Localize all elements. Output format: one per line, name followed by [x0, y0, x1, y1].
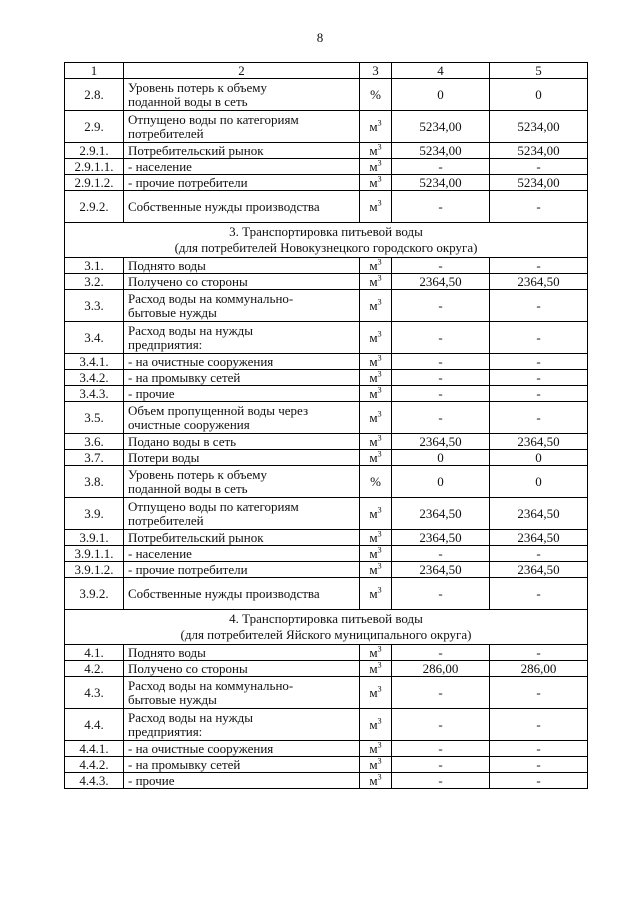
- row-indicator-name: [124, 175, 360, 191]
- row-number: 3.6.: [65, 434, 124, 450]
- indicator-name-line: очистные сооружения: [128, 416, 250, 432]
- row-unit: $м^3$: [360, 191, 392, 223]
- indicator-name-line: - на очистные сооружения: [128, 353, 274, 369]
- row-indicator-name: [124, 258, 360, 274]
- row-value-col-4: -: [392, 402, 490, 434]
- table-header-row: [65, 63, 588, 79]
- row-number: 2.9.1.2.: [65, 175, 124, 191]
- header-col-5: 5: [490, 63, 588, 79]
- row-value-col-4: -: [392, 645, 490, 661]
- indicator-name-line: Поднято воды: [128, 257, 206, 273]
- row-unit: $м^3$: [360, 370, 392, 386]
- row-unit: $м^3$: [360, 450, 392, 466]
- indicator-name-line: - на очистные сооружения: [128, 740, 274, 756]
- row-value-col-4: -: [392, 546, 490, 562]
- row-indicator-name: [124, 741, 360, 757]
- row-value-col-4: -: [392, 709, 490, 741]
- row-unit: %: [360, 466, 392, 498]
- table-row: [65, 386, 588, 402]
- row-value-col-4: 5234,00: [392, 111, 490, 143]
- indicator-name-line: бытовые нужды: [128, 691, 217, 707]
- row-unit: $м^3$: [360, 645, 392, 661]
- row-number: 3.3.: [65, 290, 124, 322]
- row-number: 2.9.1.1.: [65, 159, 124, 175]
- indicator-name-line: Расход воды на коммунально-: [128, 290, 294, 306]
- row-value-col-4: -: [392, 258, 490, 274]
- row-value-col-5: 2364,50: [490, 274, 588, 290]
- row-indicator-name: [124, 402, 360, 434]
- table-row: [65, 578, 588, 610]
- indicator-name-line: Объем пропущенной воды через: [128, 402, 309, 418]
- header-col-2: 2: [124, 63, 360, 79]
- row-value-col-4: -: [392, 386, 490, 402]
- row-unit: $м^3$: [360, 322, 392, 354]
- row-indicator-name: [124, 191, 360, 223]
- row-value-col-5: -: [490, 290, 588, 322]
- indicator-name-line: - прочие: [128, 385, 175, 401]
- row-value-col-5: -: [490, 773, 588, 789]
- row-unit: $м^3$: [360, 111, 392, 143]
- row-indicator-name: [124, 578, 360, 610]
- row-value-col-4: -: [392, 191, 490, 223]
- indicator-name-line: Получено со стороны: [128, 660, 248, 676]
- row-unit: $м^3$: [360, 757, 392, 773]
- row-value-col-4: 286,00: [392, 661, 490, 677]
- table-row: [65, 773, 588, 789]
- row-indicator-name: [124, 498, 360, 530]
- row-unit: $м^3$: [360, 530, 392, 546]
- indicator-name-line: Отпущено воды по категориям: [128, 111, 299, 127]
- row-value-col-5: 286,00: [490, 661, 588, 677]
- row-value-col-5: -: [490, 677, 588, 709]
- header-col-4: 4: [392, 63, 490, 79]
- section-heading-line: (для потребителей Новокузнецкого городского округа): [174, 240, 478, 255]
- row-value-col-4: 0: [392, 79, 490, 111]
- row-value-col-4: 2364,50: [392, 274, 490, 290]
- row-value-col-5: 2364,50: [490, 530, 588, 546]
- row-value-col-4: -: [392, 773, 490, 789]
- row-number: 3.8.: [65, 466, 124, 498]
- indicator-name-line: Поднято воды: [128, 644, 206, 660]
- indicator-name-line: Расход воды на нужды: [128, 709, 253, 725]
- row-unit: $м^3$: [360, 354, 392, 370]
- indicator-name-line: - население: [128, 158, 192, 174]
- table-row: [65, 354, 588, 370]
- row-unit: $м^3$: [360, 175, 392, 191]
- row-number: 2.8.: [65, 79, 124, 111]
- indicator-name-line: поданной воды в сеть: [128, 93, 248, 109]
- row-number: 3.4.3.: [65, 386, 124, 402]
- row-indicator-name: [124, 677, 360, 709]
- row-number: 4.4.: [65, 709, 124, 741]
- row-number: 2.9.: [65, 111, 124, 143]
- section-heading-line: (для потребителей Яйского муниципального округа): [180, 627, 472, 642]
- row-value-col-5: -: [490, 709, 588, 741]
- row-indicator-name: [124, 354, 360, 370]
- row-value-col-4: -: [392, 322, 490, 354]
- row-value-col-4: 5234,00: [392, 143, 490, 159]
- row-value-col-4: -: [392, 578, 490, 610]
- section-heading: [65, 223, 588, 258]
- row-unit: $м^3$: [360, 562, 392, 578]
- row-unit: $м^3$: [360, 159, 392, 175]
- row-value-col-5: -: [490, 645, 588, 661]
- row-value-col-5: 5234,00: [490, 175, 588, 191]
- row-number: 3.9.2.: [65, 578, 124, 610]
- table-row: [65, 322, 588, 354]
- table-row: [65, 175, 588, 191]
- section-heading: [65, 610, 588, 645]
- table-row: [65, 111, 588, 143]
- row-value-col-5: 2364,50: [490, 562, 588, 578]
- indicator-name-line: Потери воды: [128, 449, 200, 465]
- row-number: 4.4.2.: [65, 757, 124, 773]
- row-value-col-5: -: [490, 757, 588, 773]
- indicator-name-line: потребителей: [128, 512, 204, 528]
- row-unit: $м^3$: [360, 402, 392, 434]
- table-row: [65, 191, 588, 223]
- row-value-col-4: -: [392, 354, 490, 370]
- row-indicator-name: [124, 530, 360, 546]
- row-value-col-5: 2364,50: [490, 498, 588, 530]
- row-number: 2.9.1.: [65, 143, 124, 159]
- row-value-col-5: -: [490, 159, 588, 175]
- row-value-col-4: 2364,50: [392, 498, 490, 530]
- row-indicator-name: [124, 450, 360, 466]
- header-col-3: 3: [360, 63, 392, 79]
- indicator-name-line: - прочие: [128, 772, 175, 788]
- row-value-col-5: 5234,00: [490, 111, 588, 143]
- table-row: [65, 741, 588, 757]
- table-body: [65, 79, 588, 789]
- indicator-name-line: предприятия:: [128, 336, 203, 352]
- table-row: [65, 546, 588, 562]
- row-indicator-name: [124, 709, 360, 741]
- page-number: 8: [316, 30, 324, 45]
- indicator-name-line: Собственные нужды производства: [128, 585, 320, 601]
- row-value-col-5: -: [490, 258, 588, 274]
- table-row: [65, 290, 588, 322]
- row-unit: $м^3$: [360, 677, 392, 709]
- row-value-col-5: 5234,00: [490, 143, 588, 159]
- indicator-name-line: потребителей: [128, 125, 204, 141]
- row-value-col-5: -: [490, 578, 588, 610]
- row-number: 3.1.: [65, 258, 124, 274]
- row-unit: $м^3$: [360, 258, 392, 274]
- row-unit: $м^3$: [360, 741, 392, 757]
- row-value-col-4: 2364,50: [392, 530, 490, 546]
- row-indicator-name: [124, 546, 360, 562]
- row-unit: $м^3$: [360, 386, 392, 402]
- row-value-col-4: -: [392, 677, 490, 709]
- row-unit: $м^3$: [360, 434, 392, 450]
- row-unit: $м^3$: [360, 661, 392, 677]
- row-value-col-5: -: [490, 354, 588, 370]
- row-value-col-5: -: [490, 370, 588, 386]
- table-row: [65, 498, 588, 530]
- row-indicator-name: [124, 290, 360, 322]
- table-row: [65, 79, 588, 111]
- table-row: [65, 661, 588, 677]
- row-number: 3.4.: [65, 322, 124, 354]
- row-indicator-name: [124, 661, 360, 677]
- row-value-col-5: -: [490, 322, 588, 354]
- row-indicator-name: [124, 143, 360, 159]
- indicator-name-line: Потребительский рынок: [128, 529, 264, 545]
- table-row: [65, 274, 588, 290]
- indicator-name-line: - на промывку сетей: [128, 756, 241, 772]
- row-indicator-name: [124, 645, 360, 661]
- header-col-1: 1: [65, 63, 124, 79]
- section-heading-line: 3. Транспортировка питьевой воды: [229, 224, 423, 239]
- row-number: 4.1.: [65, 645, 124, 661]
- row-indicator-name: [124, 274, 360, 290]
- row-unit: $м^3$: [360, 546, 392, 562]
- row-value-col-5: -: [490, 402, 588, 434]
- row-value-col-4: 2364,50: [392, 562, 490, 578]
- table-row: [65, 530, 588, 546]
- table-row: [65, 258, 588, 274]
- row-indicator-name: [124, 322, 360, 354]
- row-unit: $м^3$: [360, 578, 392, 610]
- row-indicator-name: [124, 386, 360, 402]
- table-row: [65, 466, 588, 498]
- row-number: 3.4.2.: [65, 370, 124, 386]
- row-indicator-name: [124, 562, 360, 578]
- indicator-name-line: Уровень потерь к объему: [128, 466, 268, 482]
- row-number: 3.4.1.: [65, 354, 124, 370]
- row-indicator-name: [124, 79, 360, 111]
- row-unit: $м^3$: [360, 143, 392, 159]
- indicator-name-line: - прочие потребители: [128, 174, 248, 190]
- row-value-col-5: -: [490, 741, 588, 757]
- table-row: [65, 143, 588, 159]
- row-value-col-4: 0: [392, 450, 490, 466]
- indicator-name-line: Расход воды на коммунально-: [128, 677, 294, 693]
- row-indicator-name: [124, 370, 360, 386]
- indicator-name-line: Потребительский рынок: [128, 142, 264, 158]
- row-number: 3.9.1.2.: [65, 562, 124, 578]
- row-number: 2.9.2.: [65, 191, 124, 223]
- row-number: 4.2.: [65, 661, 124, 677]
- indicator-name-line: Расход воды на нужды: [128, 322, 253, 338]
- indicator-name-line: - прочие потребители: [128, 561, 248, 577]
- section-heading-line: 4. Транспортировка питьевой воды: [229, 611, 423, 626]
- row-indicator-name: [124, 757, 360, 773]
- row-number: 3.9.: [65, 498, 124, 530]
- table-row: [65, 709, 588, 741]
- table-row: [65, 370, 588, 386]
- row-value-col-4: -: [392, 290, 490, 322]
- row-number: 3.7.: [65, 450, 124, 466]
- row-indicator-name: [124, 159, 360, 175]
- table-row: [65, 450, 588, 466]
- indicator-name-line: поданной воды в сеть: [128, 480, 248, 496]
- row-indicator-name: [124, 111, 360, 143]
- table-row: [65, 757, 588, 773]
- row-value-col-5: -: [490, 546, 588, 562]
- indicator-name-line: Подано воды в сеть: [128, 433, 237, 449]
- row-unit: $м^3$: [360, 290, 392, 322]
- row-value-col-5: -: [490, 386, 588, 402]
- row-number: 4.4.3.: [65, 773, 124, 789]
- row-number: 3.2.: [65, 274, 124, 290]
- row-number: 4.3.: [65, 677, 124, 709]
- row-value-col-5: 2364,50: [490, 434, 588, 450]
- row-unit: $м^3$: [360, 274, 392, 290]
- section-heading-row: [65, 610, 588, 645]
- indicator-name-line: Получено со стороны: [128, 273, 248, 289]
- row-unit: $м^3$: [360, 773, 392, 789]
- indicator-name-line: Собственные нужды производства: [128, 198, 320, 214]
- indicator-name-line: предприятия:: [128, 723, 203, 739]
- table-row: [65, 645, 588, 661]
- row-value-col-5: -: [490, 191, 588, 223]
- row-value-col-4: -: [392, 757, 490, 773]
- row-value-col-5: 0: [490, 466, 588, 498]
- table-row: [65, 562, 588, 578]
- row-unit: $м^3$: [360, 709, 392, 741]
- row-number: 4.4.1.: [65, 741, 124, 757]
- indicator-name-line: - на промывку сетей: [128, 369, 241, 385]
- row-value-col-5: 0: [490, 450, 588, 466]
- row-unit: $м^3$: [360, 498, 392, 530]
- row-indicator-name: [124, 466, 360, 498]
- row-value-col-4: -: [392, 741, 490, 757]
- section-heading-row: [65, 223, 588, 258]
- table-row: [65, 677, 588, 709]
- row-value-col-4: 0: [392, 466, 490, 498]
- indicator-name-line: бытовые нужды: [128, 304, 217, 320]
- row-number: 3.9.1.1.: [65, 546, 124, 562]
- row-indicator-name: [124, 773, 360, 789]
- table-row: [65, 402, 588, 434]
- row-value-col-4: 2364,50: [392, 434, 490, 450]
- row-value-col-4: 5234,00: [392, 175, 490, 191]
- indicator-name-line: - население: [128, 545, 192, 561]
- data-table: [64, 62, 588, 789]
- row-value-col-4: -: [392, 159, 490, 175]
- row-number: 3.5.: [65, 402, 124, 434]
- table-row: [65, 159, 588, 175]
- row-value-col-5: 0: [490, 79, 588, 111]
- row-number: 3.9.1.: [65, 530, 124, 546]
- indicator-name-line: Уровень потерь к объему: [128, 79, 268, 95]
- indicator-name-line: Отпущено воды по категориям: [128, 498, 299, 514]
- row-indicator-name: [124, 434, 360, 450]
- table-row: [65, 434, 588, 450]
- row-value-col-4: -: [392, 370, 490, 386]
- row-unit: %: [360, 79, 392, 111]
